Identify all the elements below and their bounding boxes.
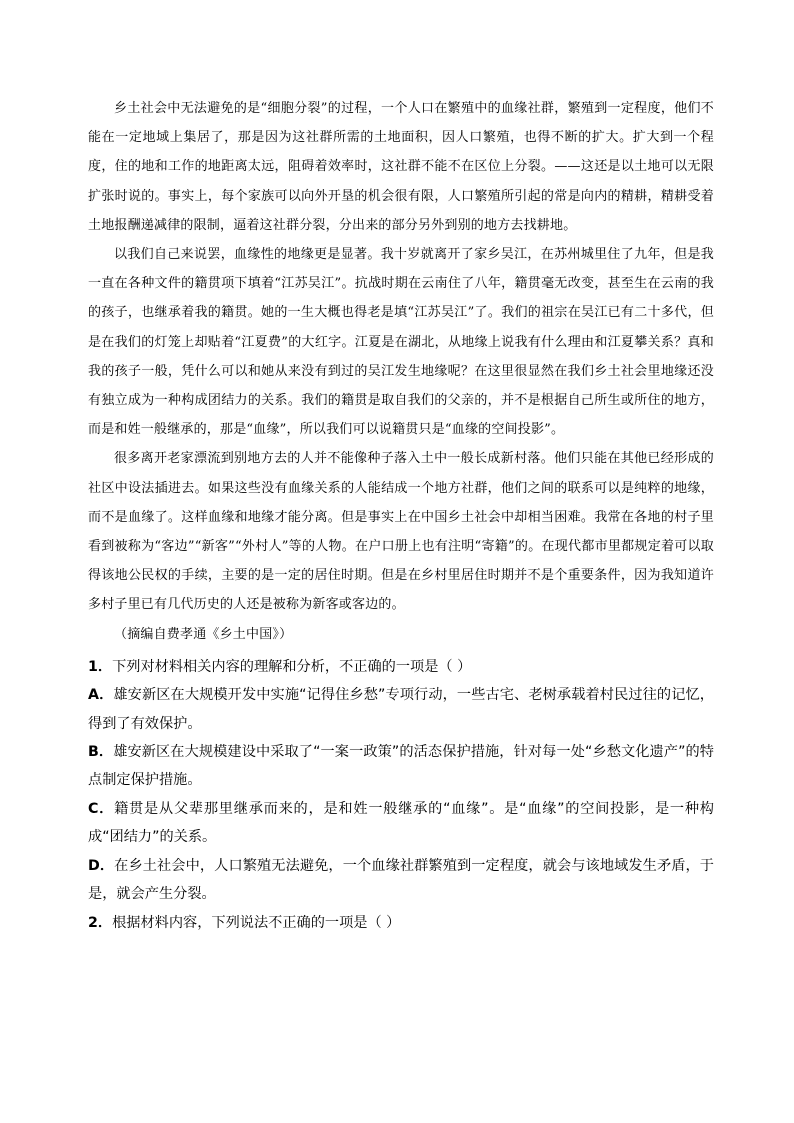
question-1 — [88, 653, 714, 681]
document-page — [88, 94, 714, 937]
reading-passage — [88, 94, 714, 649]
question-2 — [88, 909, 714, 937]
question-1-option-d — [88, 852, 714, 909]
passage-source: （摘编自费孝通《乡土中国》） — [114, 626, 293, 642]
option-text: 籍贯是从父辈那里继承而来的，是和姓一般继承的“血缘”。是“血缘”的空间投影，是一种构成“团结力”的关系。 — [88, 800, 714, 846]
passage-paragraph-3: 很多离开老家漂流到别地方去的人并不能像种子落入土中一般长成新村落。他们只能在其他已经形成的社区中设法插进去。如果这些没有血缘关系的人能结成一个地方社群，他们之间的联系可以是纯粹的地缘，而不是血缘了。这样血缘和地缘才能分离。但是事实上在中国乡土社会中却相当困难。我常在各地的村子里看到被称为“客边”“新客”“外村人”等的人物。在户口册上也有注明“寄籍”的。在现代都市里都规定着可以取得该地公民权的手续，主要的是一定的居住时期。但是在乡村里居住时期并不是个重要条件，因为我知道许多村子里已有几代历史的人还是被称为新客或客边的。 — [88, 451, 714, 613]
question-2-number: 2． — [88, 914, 113, 931]
option-label: C． — [88, 800, 115, 817]
question-1-option-a — [88, 681, 714, 738]
question-1-option-b — [88, 738, 714, 795]
question-1-option-c — [88, 795, 714, 852]
passage-paragraph-2: 以我们自己来说罢，血缘性的地缘更是显著。我十岁就离开了家乡吴江，在苏州城里住了九年，但是我一直在各种文件的籍贯项下填着“江苏吴江”。抗战时期在云南住了八年，籍贯毫无改变，甚至生在云南的我的孩子，也继承着我的籍贯。她的一生大概也得老是填“江苏吴江”了。我们的祖宗在吴江已有二十多代，但是在我们的灯笼上却贴着“江夏费”的大红字。江夏是在湖北，从地缘上说我有什么理由和江夏攀关系？真和我的孩子一般，凭什么可以和她从来没有到过的吴江发生地缘呢？在这里很显然在我们乡土社会里地缘还没有独立成为一种构成团结力的关系。我们的籍贯是取自我们的父亲的，并不是根据自己所生或所住的地方，而是和姓一般继承的，那是“血缘”，所以我们可以说籍贯只是“血缘的空间投影”。 — [88, 247, 714, 438]
passage-paragraph-1: 乡土社会中无法避免的是“细胞分裂”的过程，一个人口在繁殖中的血缘社群，繁殖到一定程度，他们不能在一定地域上集居了，那是因为这社群所需的土地面积，因人口繁殖，也得不断的扩大。扩大到一个程度，住的地和工作的地距离太远，阻碍着效率时，这社群不能不在区位上分裂。——这还是以土地可以无限扩张时说的。事实上，每个家族可以向外开垦的机会很有限，人口繁殖所引起的常是向内的精耕，精耕受着土地报酬递减律的限制，逼着这社群分裂，分出来的部分另外到别的地方去找耕地。 — [88, 101, 714, 233]
question-1-number: 1． — [88, 658, 113, 675]
question-section — [88, 653, 714, 937]
option-label: A． — [88, 687, 114, 704]
question-1-stem: 下列对材料相关内容的理解和分析，不正确的一项是（ ） — [112, 658, 472, 675]
option-text: 在乡土社会中，人口繁殖无法避免，一个血缘社群繁殖到一定程度，就会与该地域发生矛盾，于是，就会产生分裂。 — [88, 857, 714, 903]
option-label: B． — [88, 744, 114, 761]
option-text: 雄安新区在大规模建设中采取了“一案一政策”的活态保护措施，针对每一处“乡愁文化遗产”的特点制定保护措施。 — [88, 744, 714, 789]
question-2-stem: 根据材料内容，下列说法不正确的一项是（ ） — [112, 914, 401, 931]
option-label: D． — [88, 857, 115, 874]
option-text: 雄安新区在大规模开发中实施“记得住乡愁”专项行动，一些古宅、老树承载着村民过往的记忆，得到了有效保护。 — [88, 687, 714, 732]
